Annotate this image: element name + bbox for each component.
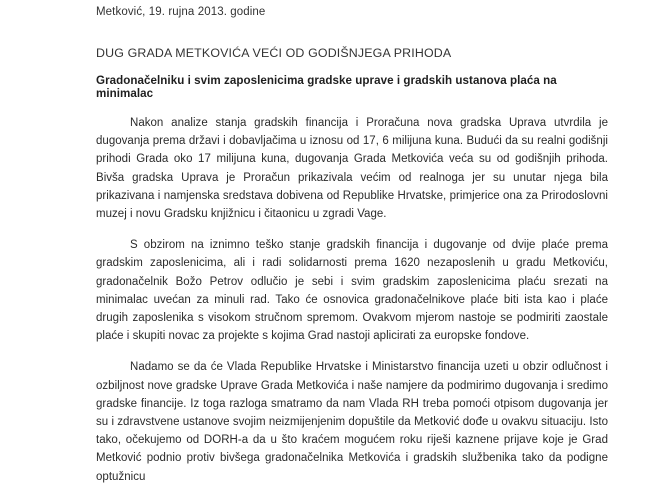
document-dateline: Metković, 19. rujna 2013. godine <box>96 6 266 18</box>
document-paragraph-1: Nakon analize stanja gradskih financija i Proračuna nova gradska Uprava utvrdila je dugovanja prema državi i dobavljačima u iznosu od 17, 6 milijuna kuna. Budući da su realni godišnji prihodi Grada oko 17 milijuna kuna, dugovanja Grada Metkovića veća su od godišnjih prihoda. Bivša gradska Uprava je Proračun prikazivala većim od realnoga jer su unutar njega bila prikazivana i namjenska sredstava dobivena od Republike Hrvatske, primjerice ona za Prirodoslovni muzej i novu Gradsku knjižnicu i čitaonicu u zgradi Vage. <box>96 117 608 221</box>
document-headline: DUG GRADA METKOVIĆA VEĆI OD GODIŠNJEGA PRIHODA <box>96 46 452 60</box>
document-paragraph-2: S obzirom na iznimno teško stanje gradskih financija i dugovanje od dvije plaće prema gradskim zaposlenicima, ali i radi solidarnosti prema 1620 nezaposlenih u gradu Metkoviću, gradonačelnik Božo Petrov odlučio je sebi i svim gradskim zaposlenicima plaću srezati na minimalac uvećan za minuli rad. Tako će osnovica gradonačelnikove plaće biti ista kao i plaće drugih zaposlenika s visokom stručnom spremom. Ovakvom mjerom nastoje se podmiriti zaostale plaće i skupiti novac za projekte s kojima Grad nastoji aplicirati za europske fondove. <box>96 239 608 343</box>
document-subheadline: Gradonačelniku i svim zaposlenicima gradske uprave i gradskih ustanova plaća na minimalac <box>96 74 557 100</box>
document-paragraph-3: Nadamo se da će Vlada Republike Hrvatske i Ministarstvo financija uzeti u obzir odlučnost i ozbiljnost nove gradske Uprave Grada Metkovića i naše namjere da podmirimo dugovanja i sredimo gradske financije. Iz toga razloga smatramo da nam Vlada RH treba pomoći otpisom dugovanja jer su i zdravstvene ustanove svojim neizmijenjenim dopuštile da Metković dođe u ovakvu situaciju. Isto tako, očekujemo od DORH-a da u što kraćem mogućem roku riješi kaznene prijave koje je Grad Metković podnio protiv bivšega gradonačelnika Metkovića i gradskih službenika tako da podigne optužnicu <box>96 361 608 483</box>
